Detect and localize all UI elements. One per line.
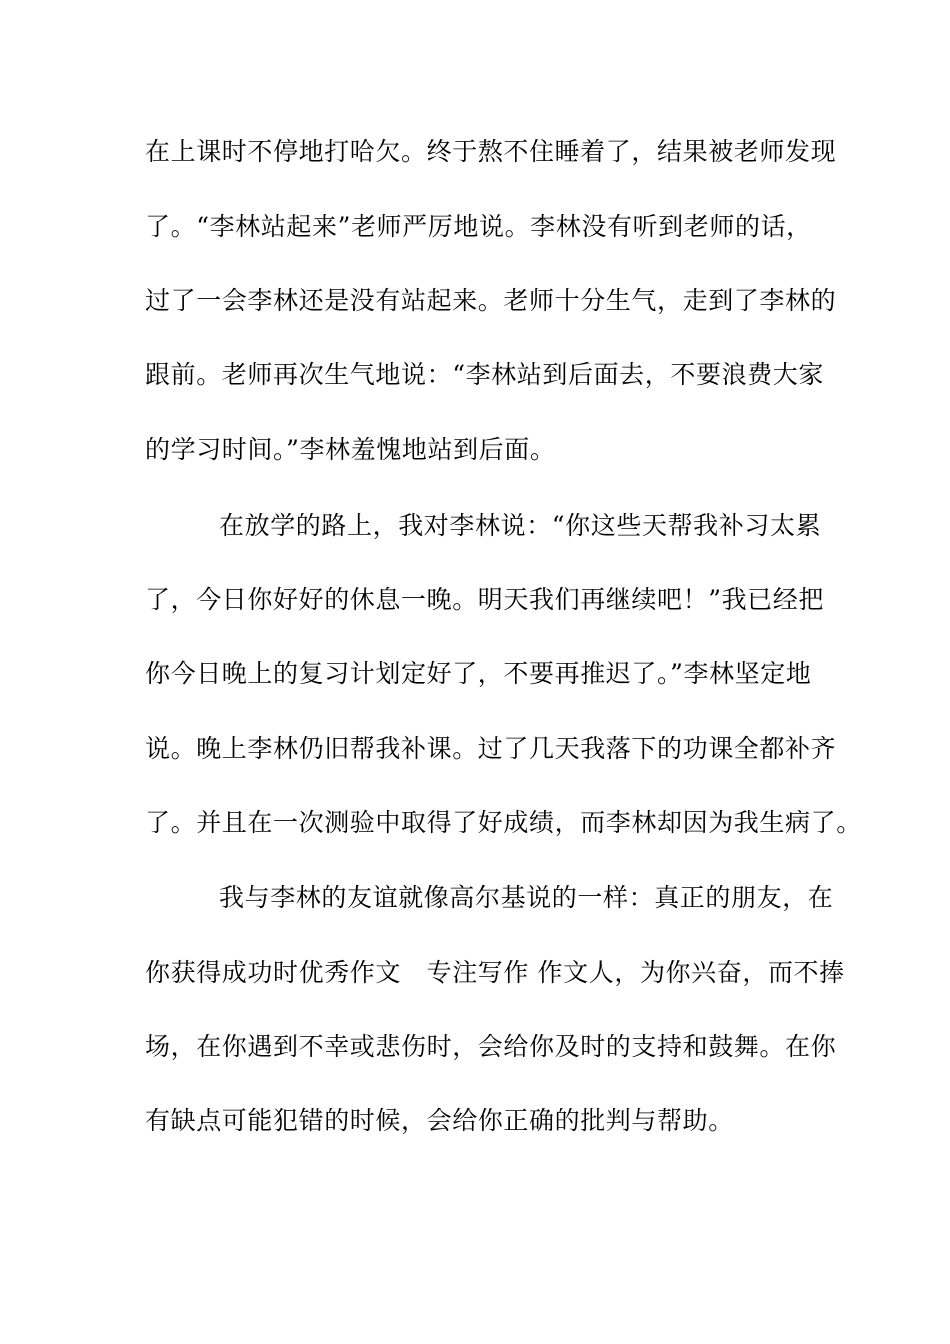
text-line: 说。晚上李林仍旧帮我补课。过了几天我落下的功课全都补齐 [145, 734, 837, 763]
text-line: 你获得成功时优秀作文 专注写作 作文人，为你兴奋，而不捧 [145, 958, 845, 987]
text-line: 跟前。老师再次生气地说：“李林站到后面去，不要浪费大家 [145, 360, 824, 389]
text-line: 场，在你遇到不幸或悲伤时，会给你及时的支持和鼓舞。在你 [145, 1032, 837, 1061]
paragraph-start-line: 在放学的路上，我对李林说：“你这些天帮我补习太累 [219, 511, 822, 540]
text-line: 有缺点可能犯错的时候，会给你正确的批判与帮助。 [145, 1106, 734, 1135]
text-line: 了。“李林站起来”老师严厉地说。李林没有听到老师的话， [145, 212, 812, 241]
text-line: 了，今日你好好的休息一晚。明天我们再继续吧！”我已经把 [145, 585, 824, 614]
paragraph-start-line: 我与李林的友谊就像高尔基说的一样：真正的朋友，在 [219, 883, 834, 912]
text-line: 你今日晚上的复习计划定好了，不要再推迟了。”李林坚定地 [145, 659, 812, 688]
text-line: 了。并且在一次测验中取得了好成绩，而李林却因为我生病了。 [145, 808, 862, 837]
text-line: 的学习时间。”李林羞愧地站到后面。 [145, 435, 556, 464]
text-line: 在上课时不停地打哈欠。终于熬不住睡着了，结果被老师发现 [145, 137, 837, 166]
text-line: 过了一会李林还是没有站起来。老师十分生气，走到了李林的 [145, 286, 837, 315]
